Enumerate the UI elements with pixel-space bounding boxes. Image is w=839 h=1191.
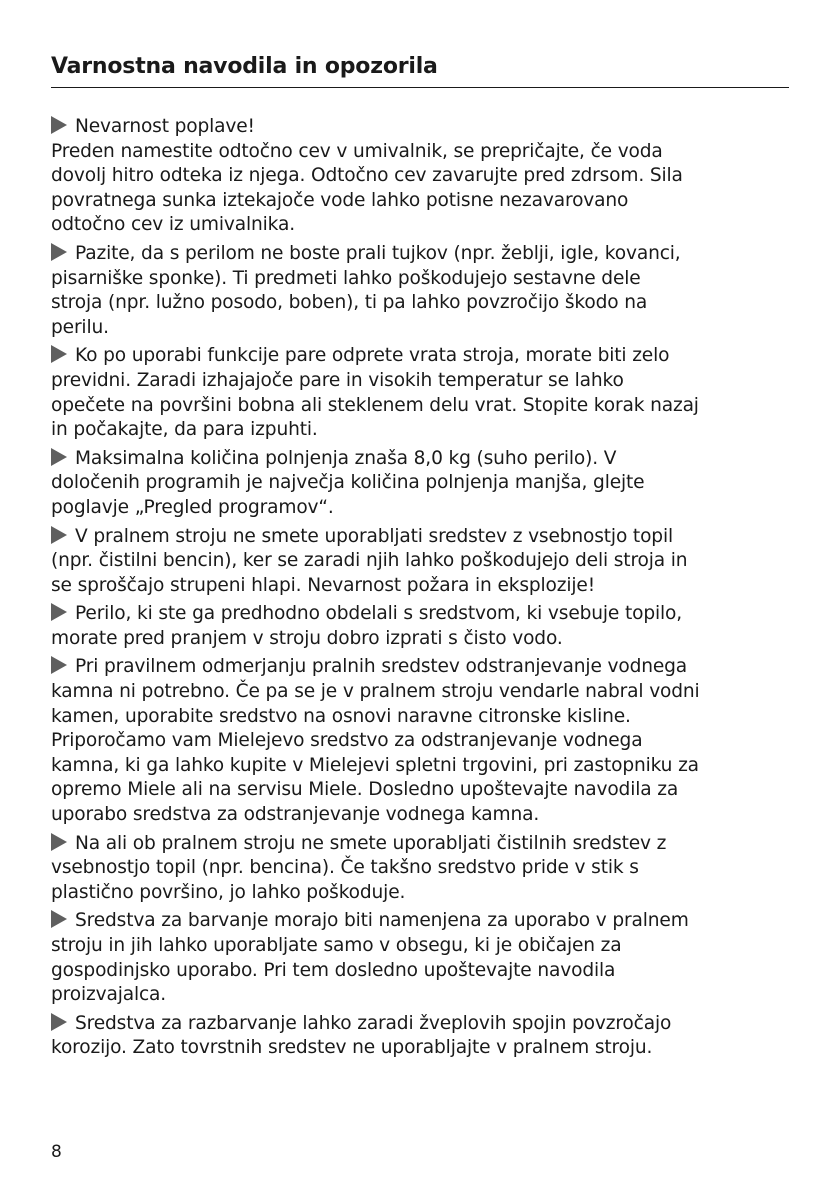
paragraph-line: uporabo sredstva za odstranjevanje vodnega kamna. bbox=[51, 804, 540, 826]
bullet-arrow-icon bbox=[51, 656, 67, 674]
paragraph-line: Preden namestite odtočno cev v umivalnik, se prepričajte, če voda bbox=[51, 140, 663, 162]
paragraph-line: V pralnem stroju ne smete uporabljati sredstev z vsebnostjo topil bbox=[51, 525, 791, 550]
paragraph-line: stroju in jih lahko uporabljate samo v obsegu, ki je običajen za bbox=[51, 935, 622, 956]
bullet-arrow-icon bbox=[51, 833, 67, 851]
bullet-arrow-icon bbox=[51, 603, 67, 621]
paragraph-line: se sproščajo strupeni hlapi. Nevarnost požara in eksplozije! bbox=[51, 574, 596, 596]
paragraph-line: Priporočamo vam Mielejevo sredstvo za odstranjevanje vodnega bbox=[51, 730, 643, 752]
instruction-paragraph bbox=[51, 832, 791, 906]
bullet-arrow-icon bbox=[51, 910, 67, 928]
instruction-paragraph bbox=[51, 525, 791, 599]
paragraph-line: kamna ni potrebno. Če pa se je v pralnem stroju vendarle nabral vodni bbox=[51, 681, 700, 703]
paragraph-line: Pri pravilnem odmerjanju pralnih sredstev odstranjevanje vodnega bbox=[51, 655, 791, 680]
paragraph-line: Nevarnost poplave! bbox=[51, 115, 791, 140]
bullet-arrow-icon bbox=[51, 243, 67, 261]
paragraph-line: morate pred pranjem v stroju dobro izprati s čisto vodo. bbox=[51, 627, 563, 649]
paragraph-line: Pazite, da s perilom ne boste prali tujkov (npr. žeblji, igle, kovanci, bbox=[51, 242, 791, 267]
bullet-arrow-icon bbox=[51, 116, 67, 134]
paragraph-line: opečete na površini bobna ali steklenem delu vrat. Stopite korak nazaj bbox=[51, 394, 699, 416]
paragraph-line: kamen, uporabite sredstvo na osnovi naravne citronske kisline. bbox=[51, 705, 631, 727]
paragraph-line: pisarniške sponke). Ti predmeti lahko poškodujejo sestavne dele bbox=[51, 267, 641, 289]
safety-instructions bbox=[51, 115, 791, 1065]
paragraph-line: gospodinjsko uporabo. Pri tem dosledno upoštevajte navodila bbox=[51, 959, 616, 981]
paragraph-line: povratnega sunka iztekajoče vode lahko potisne nezavarovano bbox=[51, 189, 629, 211]
paragraph-line: plastično površino, jo lahko poškoduje. bbox=[51, 881, 406, 903]
paragraph-line: stroja (npr. lužno posodo, boben), ti pa lahko povzročijo škodo na bbox=[51, 292, 648, 314]
paragraph-line: dovolj hitro odteka iz njega. Odtočno cev zavarujte pred zdrsom. Sila bbox=[51, 165, 683, 187]
page-number: 8 bbox=[51, 1142, 62, 1162]
instruction-paragraph bbox=[51, 447, 791, 521]
instruction-paragraph bbox=[51, 602, 791, 651]
paragraph-line: proizvajalca. bbox=[51, 984, 167, 1006]
paragraph-line: opremo Miele ali na servisu Miele. Dosledno upoštevajte navodila za bbox=[51, 779, 679, 801]
paragraph-line: korozijo. Zato tovrstnih sredstev ne uporabljajte v pralnem stroju. bbox=[51, 1037, 653, 1059]
paragraph-line: poglavje „Pregled programov“. bbox=[51, 496, 334, 518]
instruction-paragraph bbox=[51, 242, 791, 340]
paragraph-line: odtočno cev iz umivalnika. bbox=[51, 214, 295, 236]
paragraph-line: Sredstva za razbarvanje lahko zaradi žveplovih spojin povzročajo bbox=[51, 1012, 791, 1037]
instruction-paragraph bbox=[51, 655, 791, 827]
paragraph-line: perilu. bbox=[51, 316, 109, 338]
bullet-arrow-icon bbox=[51, 448, 67, 466]
paragraph-line: Sredstva za barvanje morajo biti namenjena za uporabo v pralnem bbox=[51, 909, 791, 934]
paragraph-line: previdni. Zaradi izhajajoče pare in visokih temperatur se lahko bbox=[51, 369, 624, 391]
bullet-arrow-icon bbox=[51, 345, 67, 363]
bullet-arrow-icon bbox=[51, 1013, 67, 1031]
bullet-arrow-icon bbox=[51, 526, 67, 544]
paragraph-line: Ko po uporabi funkcije pare odprete vrata stroja, morate biti zelo bbox=[51, 344, 791, 369]
instruction-paragraph bbox=[51, 1012, 791, 1061]
paragraph-line: kamna, ki ga lahko kupite v Mielejevi spletni trgovini, pri zastopniku za bbox=[51, 754, 699, 776]
paragraph-line: (npr. čistilni bencin), ker se zaradi njih lahko poškodujejo deli stroja in bbox=[51, 550, 688, 572]
paragraph-line: Maksimalna količina polnjenja znaša 8,0 kg (suho perilo). V bbox=[51, 447, 791, 472]
title-divider bbox=[51, 87, 789, 88]
paragraph-line: Na ali ob pralnem stroju ne smete uporabljati čistilnih sredstev z bbox=[51, 832, 791, 857]
section-title: Varnostna navodila in opozorila bbox=[51, 54, 438, 79]
paragraph-line: vsebnostjo topil (npr. bencina). Če takšno sredstvo pride v stik s bbox=[51, 857, 639, 879]
instruction-paragraph bbox=[51, 909, 791, 1007]
instruction-paragraph bbox=[51, 115, 791, 238]
paragraph-line: določenih programih je največja količina polnjenja manjša, glejte bbox=[51, 472, 645, 494]
instruction-paragraph bbox=[51, 344, 791, 442]
paragraph-line: in počakajte, da para izpuhti. bbox=[51, 419, 318, 441]
paragraph-line: Perilo, ki ste ga predhodno obdelali s sredstvom, ki vsebuje topilo, bbox=[51, 602, 791, 627]
